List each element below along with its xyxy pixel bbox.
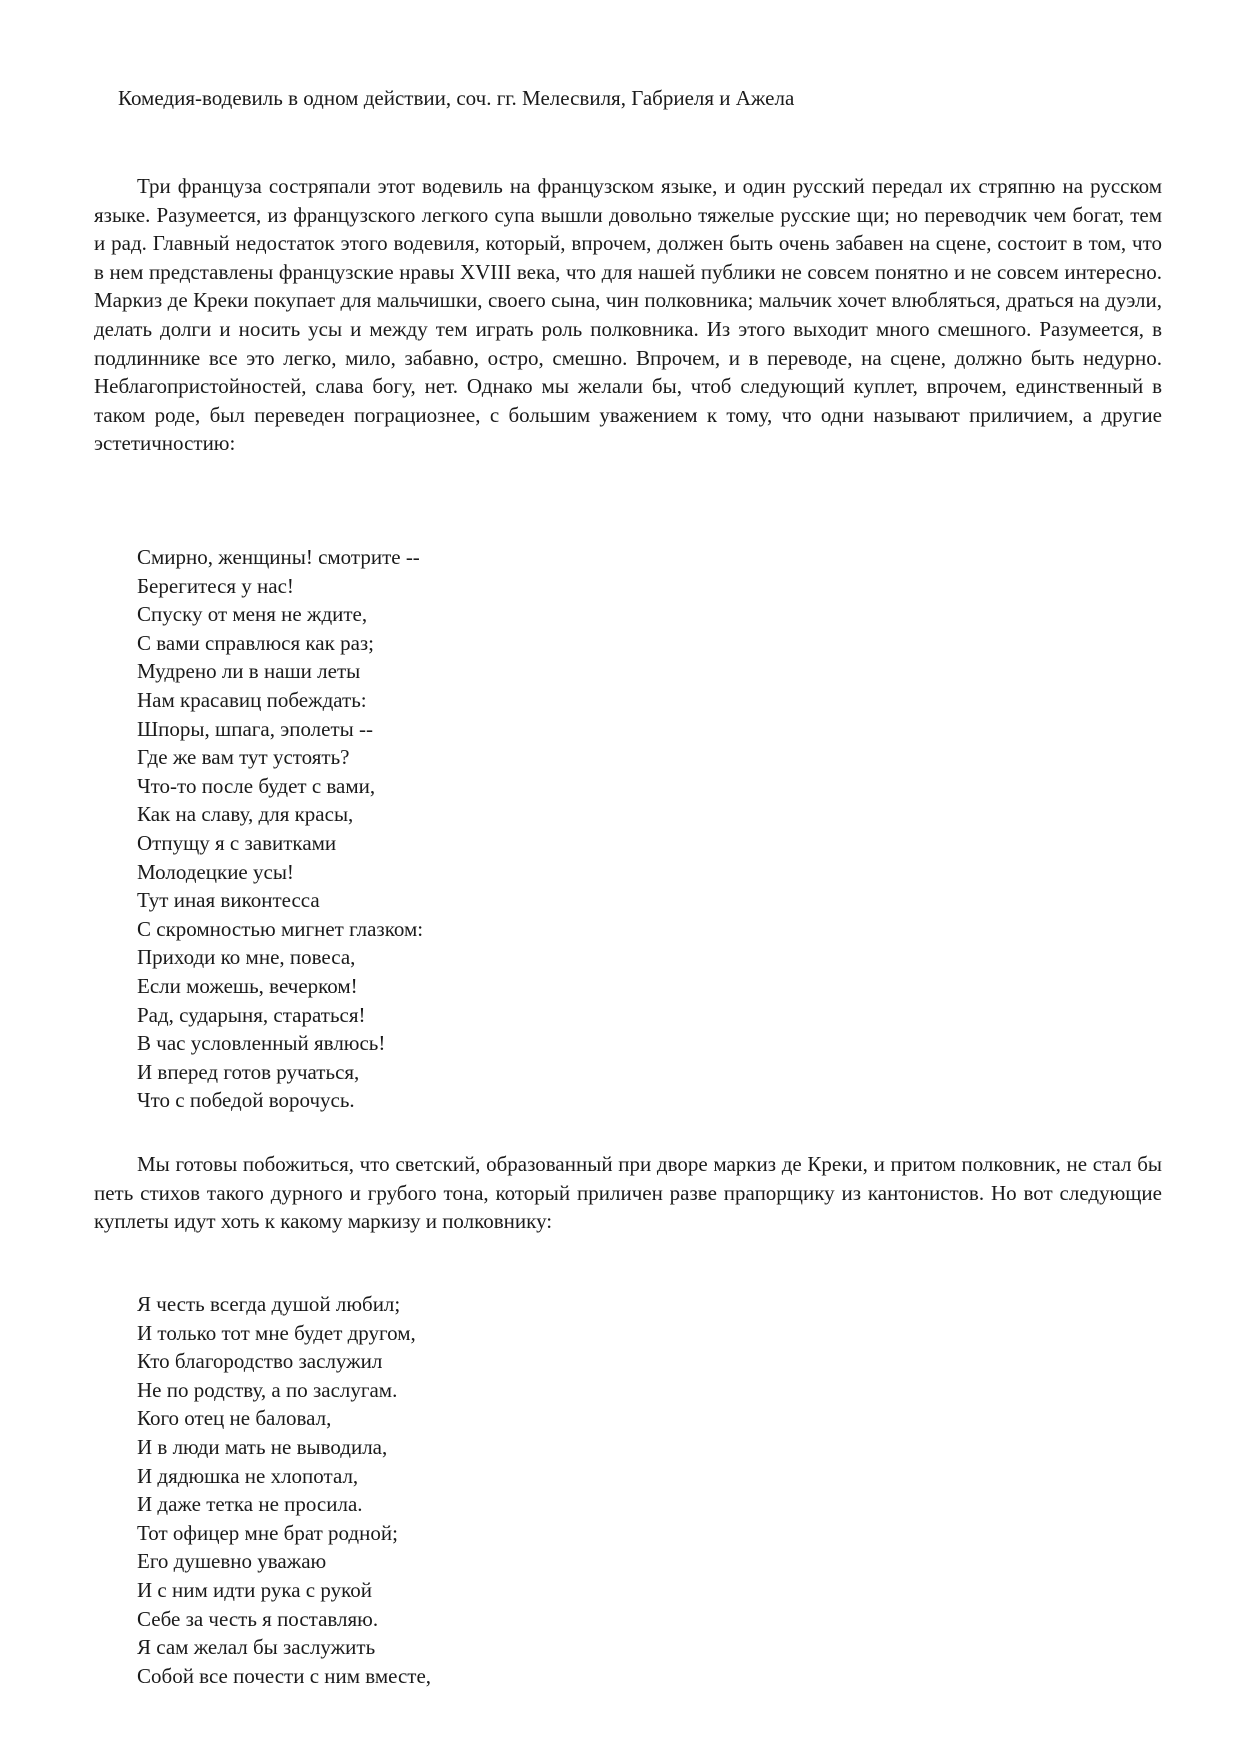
verse-line: Как на славу, для красы, — [137, 802, 354, 827]
verse-line: Тут иная виконтесса — [137, 888, 320, 913]
intro-paragraph: Три француза состряпали этот водевиль на французском языке, и один русский передал их стряпню на русском языке. Разумеется, из французского легкого супа вышли довольно тяжелые русские щи; но переводчик чем богат, тем и рад. Главный недостаток этого водевиля, который, впрочем, должен быть очень забавен на сцене, состоит в том, что в нем представлены французские нравы XVIII века, что для нашей публики не совсем понятно и не совсем интересно. Маркиз де Креки покупает для мальчишки, своего сына, чин полковника; мальчик хочет влюбляться, драться на дуэли, делать долги и носить усы и между тем играть роль полковника. Из этого выходит много смешного. Разумеется, в подлиннике все это легко, мило, забавно, остро, смешно. Впрочем, и в переводе, на сцене, должно быть недурно. Неблагопристойностей, слава богу, нет. Однако мы желали бы, чтоб следующий куплет, впрочем, единственный в таком роде, был переведен пограциознее, с большим уважением к тому, что одни называют приличием, а другие эстетичностию: — [94, 174, 1162, 456]
verse-line: Берегитеся у нас! — [137, 573, 294, 598]
verse-line: И даже тетка не просила. — [137, 1492, 363, 1517]
verse-line: И дядюшка не хлопотал, — [137, 1463, 359, 1488]
verse-line: Спуску от меня не ждите, — [137, 602, 368, 627]
verse-line: И только тот мне будет другом, — [137, 1320, 416, 1345]
verse-block-1 — [137, 543, 423, 1115]
verse-line: Отпущу я с завитками — [137, 830, 337, 855]
commentary-paragraph: Мы готовы побожиться, что светский, образованный при дворе маркиз де Креки, и притом полковник, не стал бы петь стихов такого дурного и грубого тона, который приличен разве прапорщику из кантонистов. Но вот следующие куплеты идут хоть к какому маркизу и полковнику: — [94, 1152, 1162, 1234]
verse-line: И в люди мать не выводила, — [137, 1434, 388, 1459]
document-subtitle: Комедия-водевиль в одном действии, соч. гг. Мелесвиля, Габриеля и Ажела — [118, 86, 795, 110]
verse-line: В час условленный явлюсь! — [137, 1031, 386, 1056]
verse-line: Шпоры, шпага, эполеты -- — [137, 716, 373, 741]
verse-line: Собой все почести с ним вместе, — [137, 1663, 432, 1688]
verse-line: И вперед готов ручаться, — [137, 1059, 360, 1084]
verse-line: Не по родству, а по заслугам. — [137, 1377, 398, 1402]
verse-line: Что-то после будет с вами, — [137, 773, 376, 798]
verse-line: Рад, сударыня, стараться! — [137, 1002, 366, 1027]
verse-block-2 — [137, 1290, 431, 1690]
verse-line: И с ним идти рука с рукой — [137, 1577, 372, 1602]
verse-line: Я сам желал бы заслужить — [137, 1635, 376, 1660]
verse-line: Мудрено ли в наши леты — [137, 659, 361, 684]
verse-line: Кого отец не баловал, — [137, 1406, 332, 1431]
verse-line: С скромностью мигнет глазком: — [137, 916, 424, 941]
verse-line: Тот офицер мне брат родной; — [137, 1520, 398, 1545]
verse-line: Приходи ко мне, повеса, — [137, 945, 356, 970]
verse-line: Что с победой ворочусь. — [137, 1088, 355, 1113]
verse-line: Смирно, женщины! смотрите -- — [137, 545, 420, 569]
verse-line: Я честь всегда душой любил; — [137, 1292, 401, 1316]
verse-line: С вами справлюся как раз; — [137, 630, 375, 655]
verse-line: Себе за честь я поставляю. — [137, 1606, 379, 1631]
verse-line: Если можешь, вечерком! — [137, 973, 358, 998]
verse-line: Кто благородство заслужил — [137, 1349, 383, 1374]
verse-line: Молодецкие усы! — [137, 859, 294, 884]
verse-line: Его душевно уважаю — [137, 1549, 327, 1574]
verse-line: Где же вам тут устоять? — [137, 745, 350, 770]
verse-line: Нам красавиц побеждать: — [137, 687, 367, 712]
